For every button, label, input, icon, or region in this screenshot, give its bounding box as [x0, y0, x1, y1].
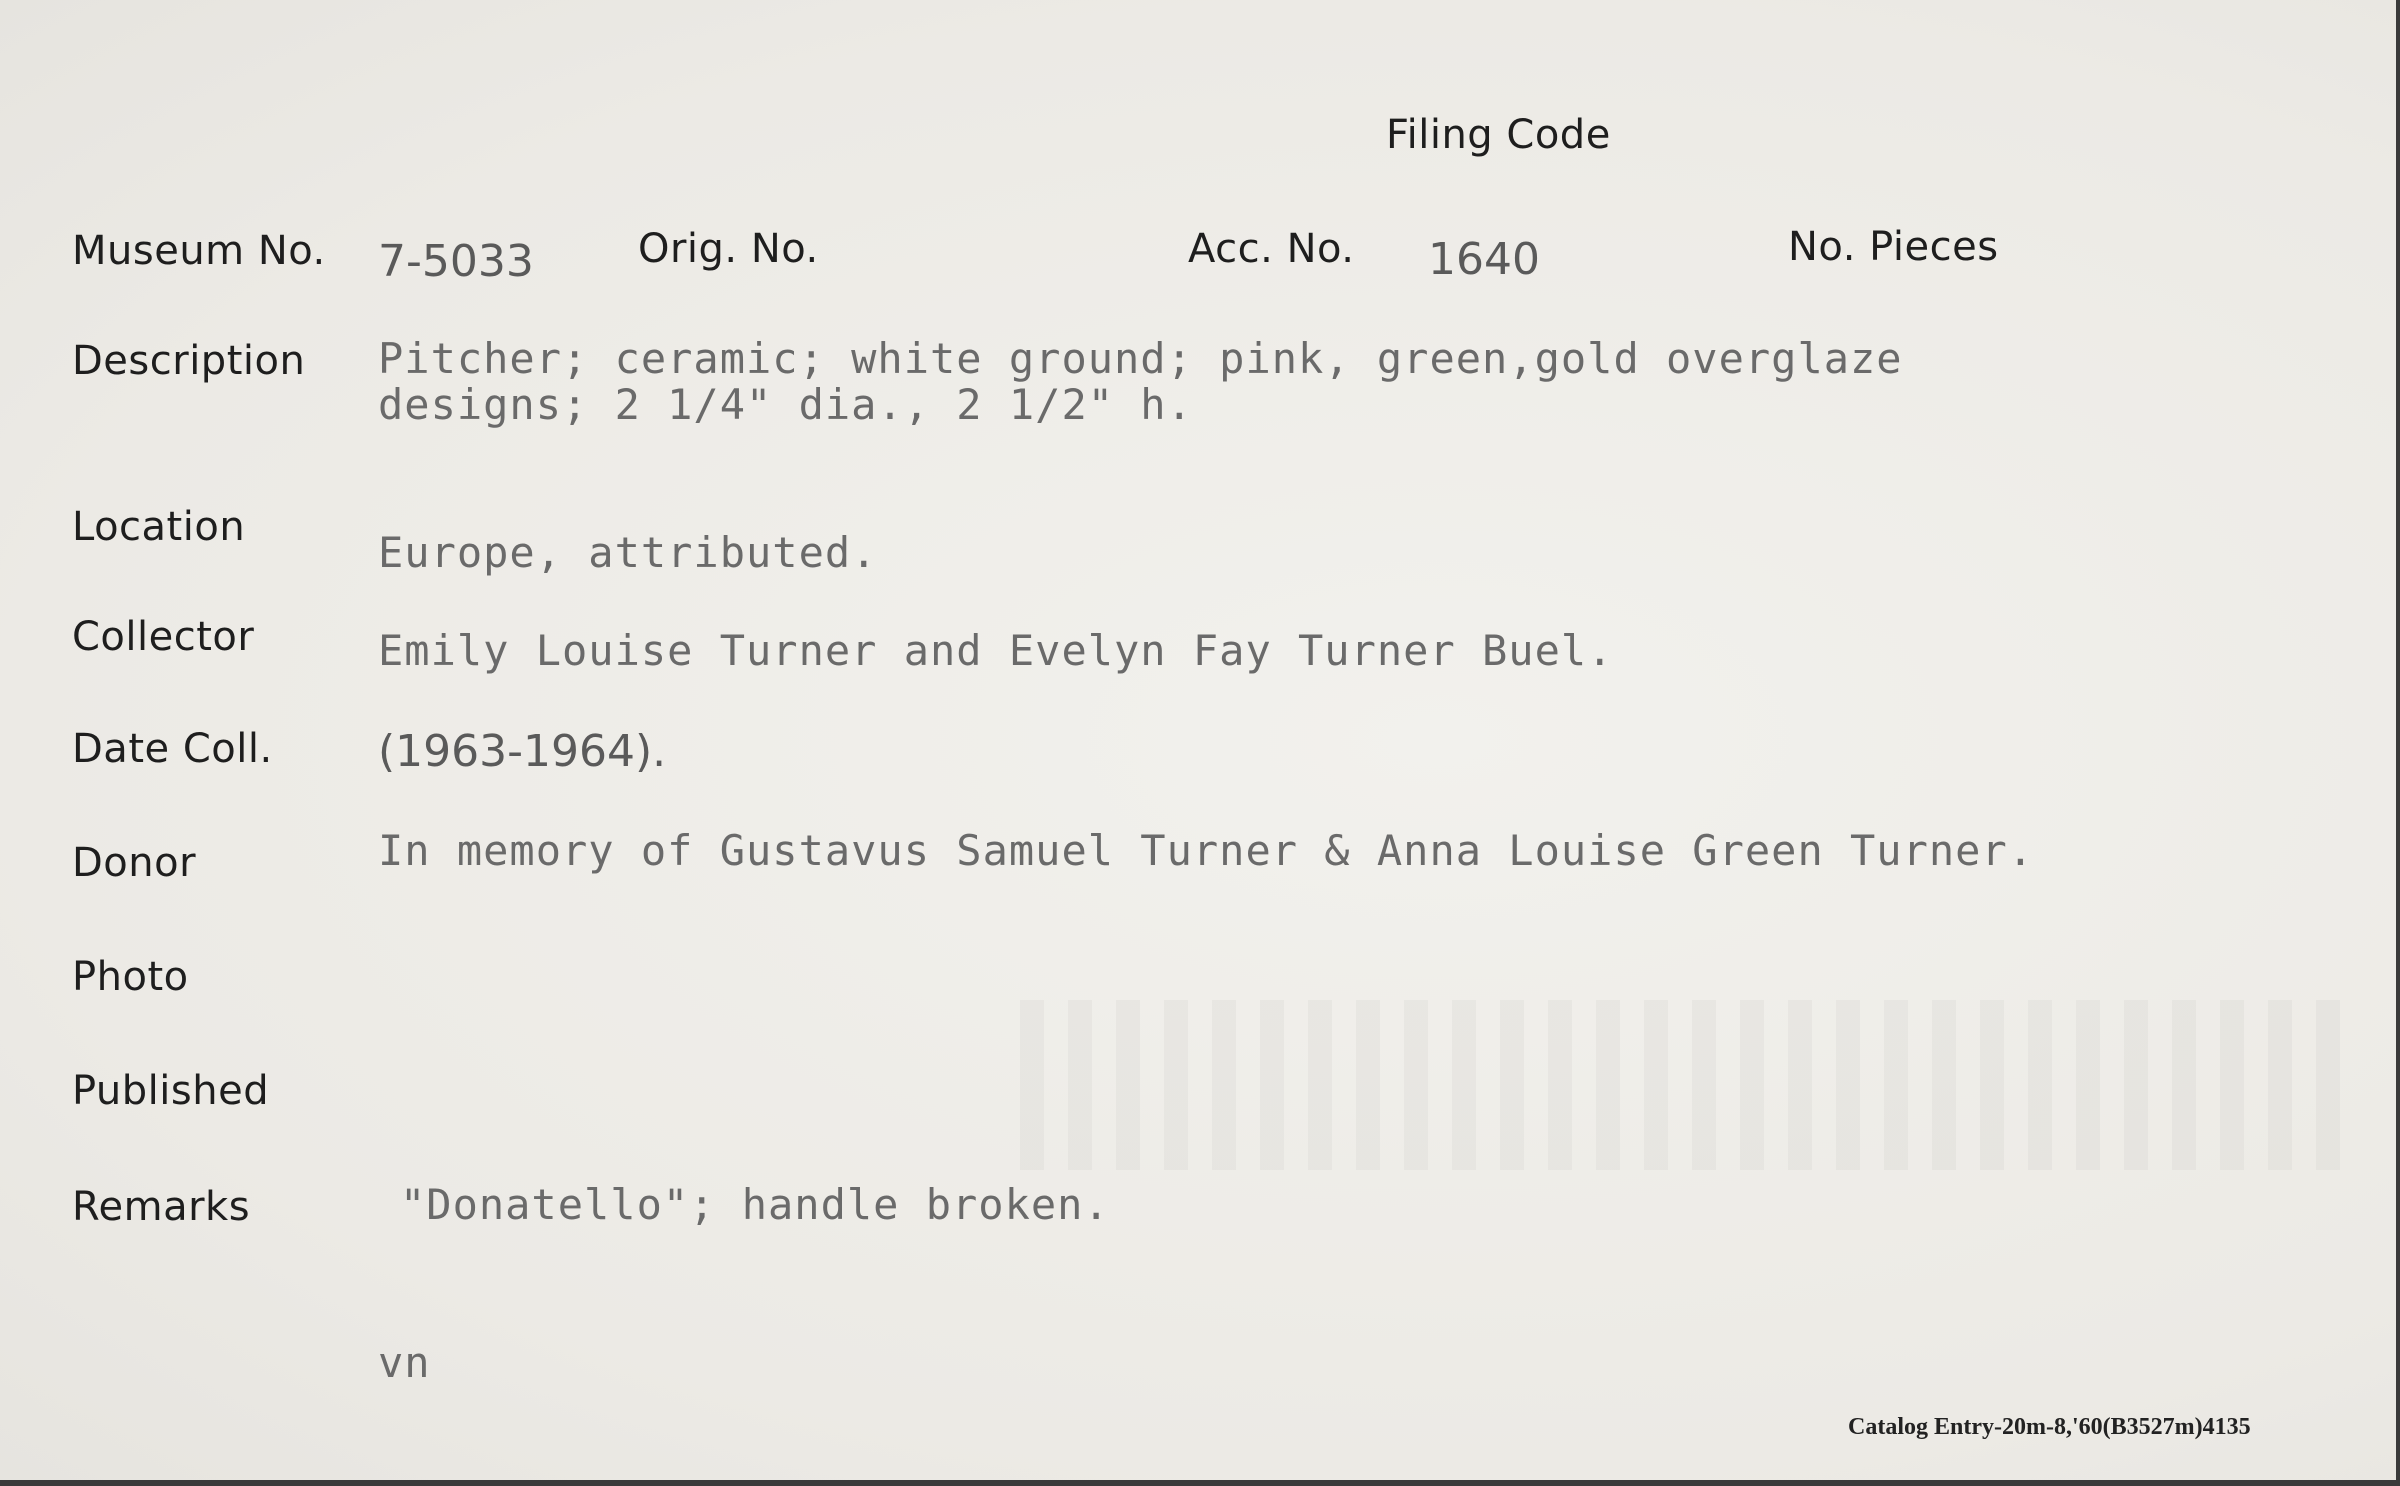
location-label: Location — [72, 504, 246, 550]
card-print-code: Catalog Entry-20m-8,'60(B3527m)4135 — [1848, 1414, 2251, 1440]
museum-no-label: Museum No. — [72, 228, 326, 274]
description-label: Description — [72, 338, 306, 384]
filing-code-label: Filing Code — [1386, 112, 1611, 158]
remarks-label: Remarks — [72, 1184, 251, 1230]
published-label: Published — [72, 1068, 270, 1114]
no-pieces-label: No. Pieces — [1788, 224, 1999, 270]
orig-no-label: Orig. No. — [638, 226, 819, 272]
description-line-2: designs; 2 1/4" dia., 2 1/2" h. — [378, 380, 1193, 429]
description-line-1: Pitcher; ceramic; white ground; pink, green,gold overglaze — [378, 334, 1903, 383]
donor-label: Donor — [72, 840, 197, 886]
initials: vn — [378, 1338, 431, 1387]
acc-no-label: Acc. No. — [1188, 226, 1355, 272]
show-through-stamp — [1020, 1000, 2340, 1170]
acc-no-value: 1640 — [1428, 234, 1540, 285]
donor-value: In memory of Gustavus Samuel Turner & Anna Louise Green Turner. — [378, 826, 2035, 875]
date-coll-value: (1963-1964). — [378, 726, 667, 777]
remarks-value: "Donatello"; handle broken. — [400, 1180, 1110, 1229]
date-coll-label: Date Coll. — [72, 726, 273, 772]
collector-value: Emily Louise Turner and Evelyn Fay Turner Buel. — [378, 626, 1614, 675]
location-value: Europe, attributed. — [378, 528, 878, 577]
museum-no-value: 7-5033 — [378, 236, 534, 287]
collector-label: Collector — [72, 614, 255, 660]
photo-label: Photo — [72, 954, 189, 1000]
